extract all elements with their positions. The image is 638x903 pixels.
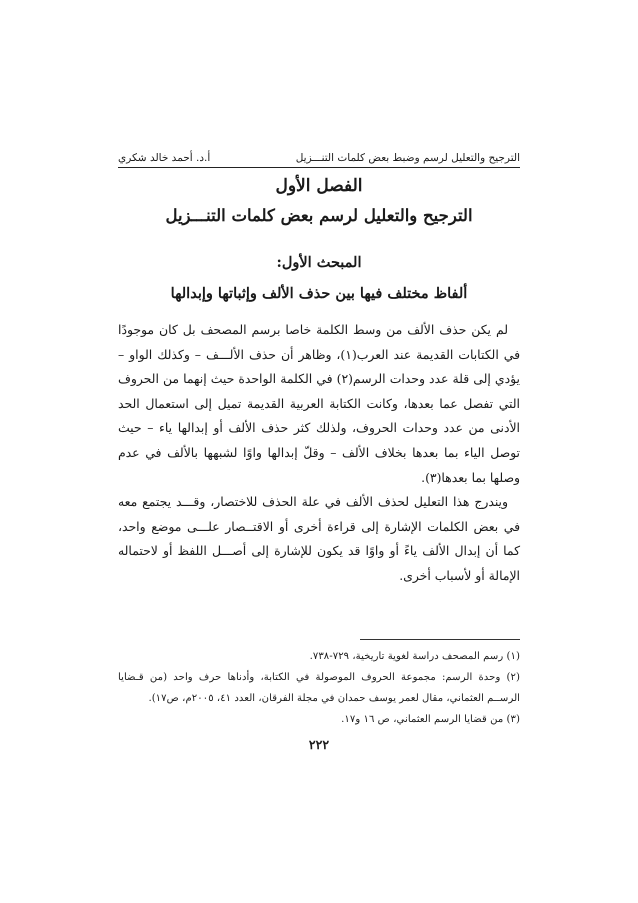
header-rule (118, 167, 520, 168)
running-header-title: الترجيح والتعليل لرسم وضبط بعض كلمات التنـــزيل (295, 152, 520, 164)
chapter-label: الفصل الأول (275, 176, 363, 196)
footnote: (٢) وحدة الرسم: مجموعة الحروف الموصولة في الكتابة، وأدناها حرف واحد (من قـضايا الرســم العثماني، مقال لعمر يوسف حمدان في مجلة الفرقان، العدد ٤١، ٢٠٠٥م، ص١٧). (118, 672, 520, 704)
running-header (118, 149, 520, 167)
footnote: (١) رسم المصحف دراسة لغوية تاريخية، ٧٢٩-٧٣٨. (309, 651, 520, 662)
section-label: المبحث الأول: (276, 254, 362, 271)
body-paragraph: لم يكن حذف الألف من وسط الكلمة خاصا برسم المصحف بل كان موجودًا في الكتابات القديمة عند العرب(١)، وظاهر أن حذف الألـــف – وكذلك الواو – يؤدي إلى قلة عدد وحدات الرسم(٢) في الكلمة الواحدة حيث إنهما من الحروف التي تفصل عما بعدها، وكانت الكتابة العربية القديمة تميل إلى استعمال الحد الأدنى من عدد وحدات الحروف، ولذلك كثر حذف الألف أو إبدالها ياء – حيث توصل الياء بما بعدها بخلاف الألف – وقلّ إبدالها واوًا لشبهها بالألف في عدم وصلها بما بعدها(٣). (118, 322, 520, 485)
body-paragraph: ويندرج هذا التعليل لحذف الألف في علة الحذف للاختصار، وقـــد يجتمع معه في بعض الكلمات الإشارة إلى قراءة أخرى أو الاقتــصار علـــى موضع واحد، كما أن إبدال الألف ياءً أو واوًا قد يكون للإشارة إلى أصـــل اللفظ أو لاحتماله الإمالة أو لأسباب أخرى. (118, 494, 520, 583)
section-title: ألفاظ مختلف فيها بين حذف الألف وإثباتها وإبدالها (170, 285, 468, 302)
footnotes (118, 646, 520, 730)
body-text (118, 318, 520, 589)
page-number: ٢٢٢ (308, 737, 330, 752)
running-header-author: أ.د. أحمد خالد شكري (118, 152, 211, 164)
footnote: (٣) من قضايا الرسم العثماني، ص ١٦ و١٧. (341, 714, 520, 725)
footnote-separator (360, 639, 520, 640)
chapter-title: الترجيح والتعليل لرسم بعض كلمات التنـــزيل (165, 206, 473, 225)
